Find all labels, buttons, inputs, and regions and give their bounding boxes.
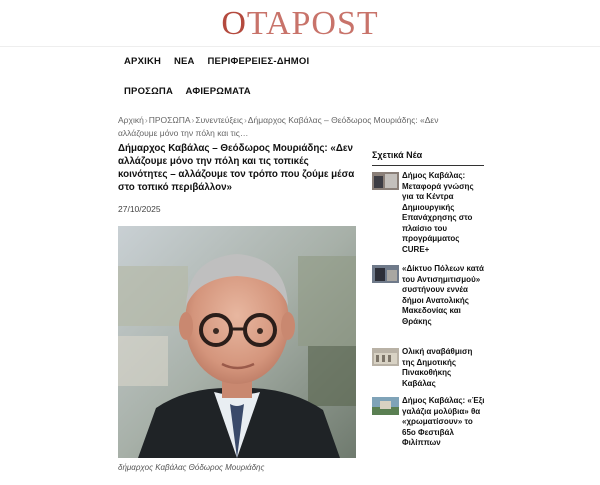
breadcrumb [118, 114, 448, 140]
related-news-title[interactable]: Δήμος Καβάλας: «Έξι γαλάζια μολύβια» θα «χρωματίσουν» το 65ο Φεστιβάλ Φιλίππων [402, 396, 485, 447]
related-news-thumbnail[interactable] [372, 172, 399, 190]
breadcrumb-current: Δήμαρχος Καβάλας – Θεόδωρος Μουριάδης: «Δεν αλλάζουμε μόνο την πόλη και τις… [118, 115, 439, 138]
nav-item-home[interactable]: ΑΡΧΙΚΗ [124, 56, 162, 67]
breadcrumb-separator: › [144, 115, 148, 125]
related-news-thumbnail[interactable] [372, 265, 399, 283]
header-divider [0, 46, 600, 47]
nav-item-features[interactable]: ΑΦΙΕΡΩΜΑΤΑ [185, 86, 251, 97]
main-nav-row-1 [124, 56, 319, 67]
related-news-title[interactable]: Δήμος Καβάλας: Μεταφορά γνώσης για τα Κέντρα Δημιουργικής Επανάχρησης στο πλαίσιο του προγράμματος CURE+ [402, 171, 474, 254]
breadcrumb-separator: › [191, 115, 195, 125]
breadcrumb-separator: › [243, 115, 247, 125]
related-news-title[interactable]: «Δίκτυο Πόλεων κατά του Αντισημιτισμού» συστήνουν εννέα δήμοι Ανατολικής Μακεδονίας και Θράκης [402, 264, 484, 326]
site-logo[interactable] [0, 4, 600, 44]
nav-item-people[interactable]: ΠΡΟΣΩΠΑ [124, 86, 174, 97]
logo-text: TAPOST [246, 5, 379, 42]
nav-item-news[interactable]: ΝΕΑ [173, 56, 195, 67]
related-news-thumbnail[interactable] [372, 348, 399, 366]
breadcrumb-people[interactable]: ΠΡΟΣΩΠΑ [148, 115, 191, 125]
related-news-title[interactable]: Ολική αναβάθμιση της Δημοτικής Πινακοθήκης Καβάλας [402, 347, 473, 388]
photo-caption: δήμαρχος Καβάλας Θόδωρος Μουριάδης [118, 463, 265, 472]
breadcrumb-home[interactable]: Αρχική [118, 115, 144, 125]
article-date: 27/10/2025 [118, 204, 161, 214]
nav-item-regions[interactable]: ΠΕΡΙΦΕΡΕΙΕΣ-ΔΗΜΟΙ [207, 56, 310, 67]
article-photo [118, 226, 356, 458]
related-news-divider [372, 165, 484, 166]
related-news-thumbnail[interactable] [372, 397, 399, 415]
article-title: Δήμαρχος Καβάλας – Θεόδωρος Μουριάδης: «Δεν αλλάζουμε μόνο την πόλη και τις τοπικές κοινότητες – αλλάζουμε τον τρόπο που ζούμε μέσα στο τοπικό περιβάλλον» [118, 143, 355, 193]
logo-first-letter: O [221, 5, 247, 42]
main-nav-row-2 [124, 86, 261, 97]
related-news-heading: Σχετικά Νέα [372, 150, 423, 160]
breadcrumb-interviews[interactable]: Συνεντεύξεις [195, 115, 243, 125]
portrait-image [118, 226, 356, 458]
